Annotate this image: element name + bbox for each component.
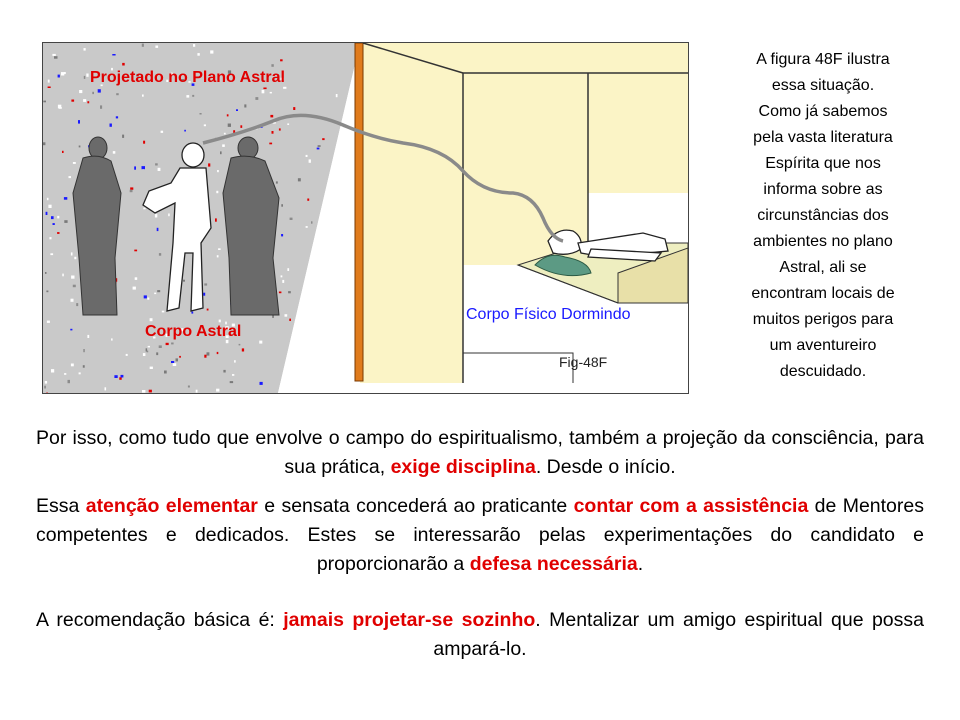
speckle	[157, 228, 159, 231]
highlight-text: atenção elementar	[85, 495, 258, 517]
speckle	[173, 363, 177, 366]
speckle	[197, 53, 199, 56]
speckle	[57, 232, 59, 234]
paragraph-text: Essa	[36, 495, 86, 517]
speckle	[148, 346, 150, 348]
speckle	[71, 299, 74, 302]
speckle	[196, 390, 198, 393]
highlight-text: exige disciplina	[390, 456, 536, 478]
speckle	[191, 312, 193, 314]
speckle	[217, 170, 219, 172]
speckle	[70, 329, 72, 331]
speckle	[45, 381, 47, 384]
speckle	[100, 105, 102, 108]
speckle	[158, 168, 161, 171]
speckle	[71, 276, 74, 279]
speckle	[164, 371, 167, 374]
speckle	[188, 386, 190, 388]
speckle	[47, 198, 49, 200]
speckle	[162, 311, 165, 313]
speckle	[112, 54, 115, 56]
speckle	[73, 285, 76, 288]
speckle	[234, 360, 236, 362]
speckle	[193, 44, 195, 47]
speckle	[290, 218, 293, 220]
caption-line: essa situação.	[771, 77, 875, 94]
speckle	[311, 221, 313, 223]
speckle	[218, 248, 221, 250]
speckle	[51, 369, 54, 372]
speckle	[150, 318, 153, 321]
speckle	[262, 90, 265, 93]
speckle	[105, 387, 107, 390]
speckle	[44, 386, 46, 389]
speckle	[71, 100, 74, 102]
speckle	[48, 205, 51, 208]
speckle	[49, 237, 51, 239]
speckle	[54, 56, 58, 59]
floor-line	[463, 353, 573, 383]
speckle	[155, 214, 157, 217]
speckle	[59, 107, 62, 109]
speckle	[134, 166, 136, 169]
speckle	[255, 97, 258, 100]
speckle	[242, 348, 244, 351]
speckle	[176, 358, 179, 361]
speckle	[306, 155, 308, 157]
speckle	[204, 283, 207, 285]
speckle	[46, 212, 48, 215]
speckle	[111, 338, 113, 340]
speckle	[259, 341, 262, 344]
speckle	[64, 220, 67, 223]
speckle	[142, 95, 144, 97]
speckle	[322, 138, 324, 140]
speckle	[69, 176, 72, 178]
speckle	[43, 101, 46, 103]
speckle	[288, 291, 291, 293]
paragraph-text: de Mentores competentes e dedicados. Estes se interessarão pelas experimentações do candidato e proporcionarão a	[36, 495, 924, 575]
speckle	[64, 197, 67, 200]
figure-48f-illustration	[42, 42, 689, 394]
paragraph-text: Por isso, como tudo que envolve o campo do espiritualismo, também a projeção da consciência, para sua prática,	[36, 427, 924, 478]
paragraph-text: A recomendação básica é:	[36, 609, 284, 631]
speckle	[68, 380, 71, 383]
speckle	[64, 373, 66, 375]
speckle	[62, 274, 64, 277]
speckle	[280, 59, 283, 61]
speckle	[183, 280, 185, 282]
caption-line: Como já sabemos	[758, 103, 888, 120]
speckle	[150, 367, 153, 369]
speckle	[154, 293, 156, 295]
speckle	[45, 272, 47, 274]
caption-line: um aventureiro	[769, 337, 877, 354]
speckle	[135, 277, 138, 280]
speckle	[147, 298, 149, 300]
speckle	[47, 321, 50, 323]
speckle	[269, 143, 272, 145]
figure-id-label: Fig-48F	[559, 354, 608, 370]
door-frame	[355, 43, 363, 381]
speckle	[192, 95, 194, 97]
speckle	[146, 348, 148, 351]
speckle	[58, 75, 60, 78]
speckle	[289, 319, 291, 321]
caption-line: descuidado.	[779, 363, 867, 380]
speckle	[144, 295, 147, 298]
speckle	[293, 107, 295, 110]
speckle	[203, 293, 205, 296]
speckle	[228, 124, 231, 127]
speckle	[116, 93, 119, 95]
speckle	[121, 375, 124, 378]
speckle	[336, 94, 338, 97]
speckle	[92, 92, 94, 94]
speckle	[168, 214, 170, 217]
speckle	[276, 181, 278, 183]
speckle	[279, 292, 282, 294]
caption-line: circunstâncias dos	[757, 207, 889, 224]
speckle	[155, 163, 158, 165]
room-wall	[360, 43, 688, 383]
speckle	[142, 390, 145, 393]
caption-line: A figura 48F ilustra	[756, 51, 890, 68]
speckle	[283, 87, 286, 89]
speckle	[110, 124, 112, 127]
speckle	[79, 146, 81, 148]
speckle	[287, 268, 289, 271]
speckle	[281, 234, 283, 236]
speckle	[219, 320, 221, 323]
caption-line: encontram locais de	[751, 285, 895, 302]
speckle	[186, 95, 189, 98]
speckle	[210, 50, 213, 53]
speckle	[143, 353, 146, 356]
speckle	[244, 104, 246, 107]
speckle	[52, 54, 55, 56]
speckle	[130, 187, 133, 189]
speckle	[260, 382, 263, 385]
speckle	[309, 159, 311, 162]
speckle	[240, 125, 242, 128]
caption-line: Astral, ali se	[779, 259, 867, 276]
speckle	[204, 355, 206, 358]
caption-line: Espírita que nos	[765, 155, 881, 172]
speckle	[157, 290, 160, 292]
speckle	[216, 389, 219, 392]
speckle	[119, 377, 121, 380]
speckle	[223, 370, 225, 373]
figure-caption	[708, 47, 938, 385]
physical-body-label: Corpo Físico Dormindo	[466, 306, 631, 323]
highlight-text: jamais projetar-se sozinho	[283, 609, 536, 631]
speckle	[306, 226, 308, 228]
speckle	[74, 257, 76, 259]
speckle	[113, 151, 116, 154]
speckle	[272, 131, 274, 134]
speckle	[159, 253, 161, 256]
speckle	[298, 178, 301, 181]
caption-line: pela vasta literatura	[753, 129, 893, 146]
speckle	[171, 361, 174, 363]
speckle	[87, 335, 89, 338]
speckle	[215, 218, 217, 221]
highlight-text: contar com a assistência	[573, 495, 809, 517]
speckle	[71, 364, 74, 367]
speckle	[161, 131, 164, 133]
speckle	[217, 255, 219, 257]
caption-line: muitos perigos para	[752, 311, 894, 328]
speckle	[287, 123, 289, 125]
speckle	[133, 287, 136, 290]
speckle	[46, 393, 48, 394]
speckle	[282, 280, 284, 283]
speckle	[61, 72, 64, 75]
speckle	[281, 275, 283, 277]
speckle	[318, 145, 321, 147]
astral-body-label: Corpo Astral	[145, 323, 242, 340]
speckle	[87, 101, 89, 103]
speckle	[98, 89, 101, 92]
speckle	[281, 204, 283, 207]
speckle	[48, 80, 50, 83]
speckle	[79, 90, 82, 93]
speckle	[134, 250, 137, 252]
speckle	[83, 99, 86, 102]
paragraph-text: . Desde o início.	[535, 456, 676, 478]
speckle	[207, 352, 210, 355]
speckle	[62, 151, 64, 153]
speckle	[285, 314, 288, 317]
speckle	[73, 162, 76, 164]
speckle	[130, 190, 133, 193]
projected-astral-label: Projetado no Plano Astral	[90, 69, 285, 86]
caption-line: informa sobre as	[763, 181, 883, 198]
speckle	[86, 74, 88, 77]
body-text	[36, 424, 924, 664]
speckle	[76, 303, 78, 306]
speckle	[207, 309, 209, 311]
speckle	[263, 88, 266, 90]
speckle	[171, 343, 174, 345]
speckle	[51, 216, 54, 219]
highlight-text: defesa necessária	[469, 553, 638, 575]
caption-line: ambientes no plano	[753, 233, 893, 250]
speckle	[317, 148, 320, 150]
paragraph-discipline	[36, 424, 924, 482]
speckle	[46, 291, 48, 293]
speckle	[204, 124, 206, 126]
speckle	[217, 352, 219, 354]
speckle	[79, 372, 81, 374]
speckle	[184, 130, 186, 132]
speckle	[166, 343, 169, 345]
speckle	[232, 374, 234, 376]
speckle	[208, 163, 210, 166]
speckle	[179, 356, 181, 358]
paragraph-text: . Mentalizar um amigo espiritual que possa ampará-lo.	[433, 609, 925, 660]
speckle	[156, 352, 158, 355]
speckle	[114, 375, 117, 378]
speckle	[143, 208, 145, 210]
speckle	[116, 116, 118, 118]
speckle	[122, 135, 124, 138]
speckle	[84, 48, 86, 51]
speckle	[220, 151, 222, 154]
speckle	[239, 344, 241, 346]
speckle	[279, 128, 281, 130]
speckle	[159, 345, 162, 348]
speckle	[271, 64, 273, 67]
astral-projection-drawing	[43, 43, 688, 393]
speckle	[83, 349, 85, 352]
speckle	[84, 76, 86, 79]
speckle	[155, 46, 158, 48]
speckle	[142, 44, 144, 47]
speckle	[270, 115, 273, 118]
speckle	[236, 109, 238, 111]
speckle	[142, 166, 146, 169]
speckle	[227, 114, 229, 116]
speckle	[224, 133, 226, 135]
speckle	[57, 216, 59, 219]
speckle	[43, 142, 45, 145]
speckle	[71, 252, 73, 255]
speckle	[78, 120, 80, 124]
paragraph-text: .	[637, 553, 644, 575]
speckle	[200, 113, 202, 115]
speckle	[270, 92, 272, 94]
paragraph-text: e sensata concederá ao praticante	[257, 495, 574, 517]
speckle	[83, 365, 85, 368]
speckle	[216, 191, 218, 193]
paragraph-recommendation	[36, 606, 924, 664]
speckle	[149, 390, 152, 393]
speckle	[307, 199, 309, 201]
speckle	[122, 63, 125, 66]
speckle	[143, 141, 145, 144]
speckle	[53, 223, 55, 225]
paragraph-attention	[36, 492, 924, 579]
speckle	[222, 144, 225, 147]
speckle	[50, 253, 53, 255]
speckle	[230, 381, 233, 383]
speckle	[48, 87, 51, 89]
speckle	[126, 354, 128, 356]
